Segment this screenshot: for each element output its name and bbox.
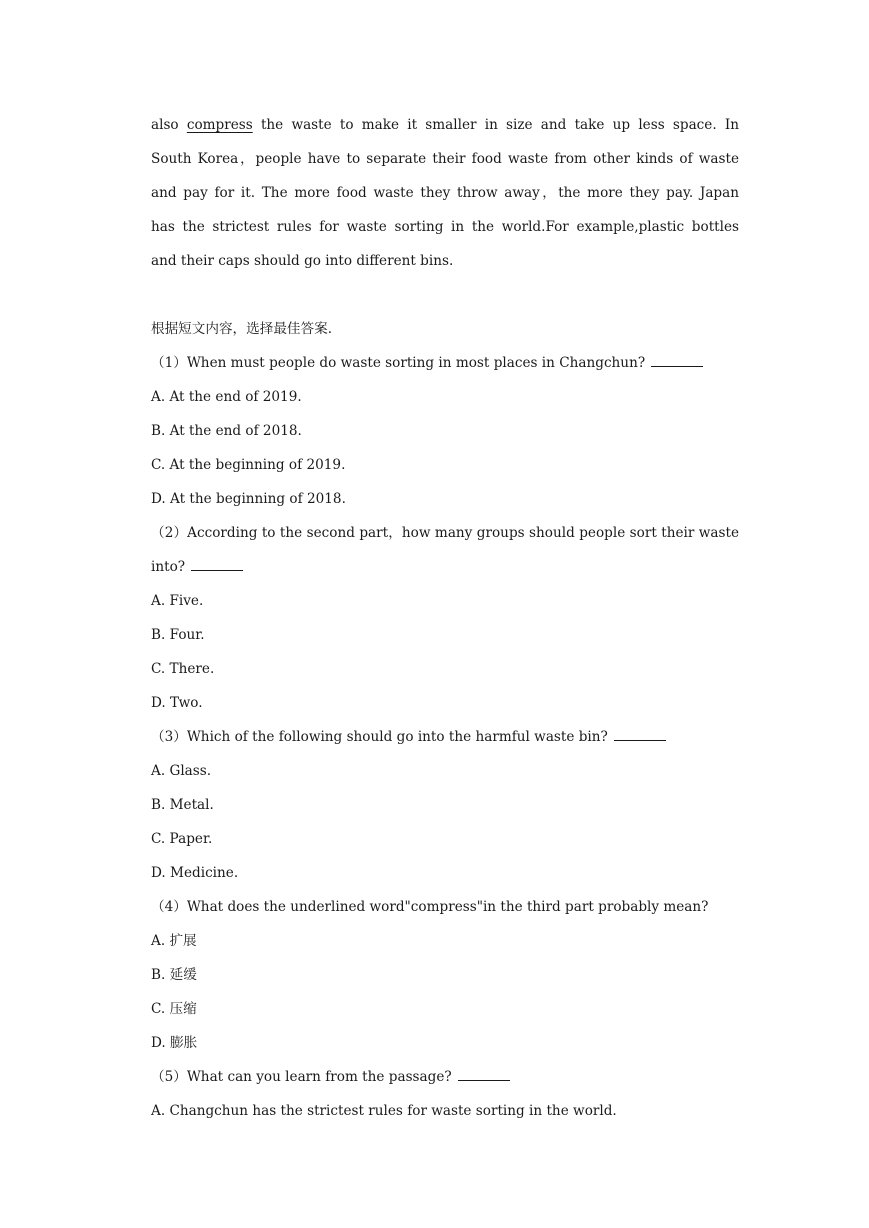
question-stem bbox=[151, 1060, 739, 1094]
underlined-word-compress: compress bbox=[186, 117, 253, 133]
answer-blank[interactable] bbox=[614, 724, 666, 741]
option-a: A. Changchun has the strictest rules for waste sorting in the world. bbox=[151, 1103, 617, 1119]
answer-blank[interactable] bbox=[191, 554, 243, 571]
document-page bbox=[151, 108, 739, 1128]
question-stem bbox=[151, 516, 739, 584]
option-c: C. 压缩 bbox=[151, 1001, 197, 1017]
question-2 bbox=[151, 516, 739, 720]
option-b: B. Metal. bbox=[151, 797, 214, 813]
question-5 bbox=[151, 1060, 739, 1128]
passage-line-1 bbox=[151, 108, 739, 142]
question-stem-text: （5）What can you learn from the passage? bbox=[151, 1069, 452, 1085]
option-c: C. There. bbox=[151, 661, 215, 677]
passage-text: also bbox=[151, 117, 187, 133]
option-d: D. 膨胀 bbox=[151, 1035, 198, 1051]
question-stem bbox=[151, 346, 739, 380]
option-b: B. 延缓 bbox=[151, 967, 197, 983]
option-d: D. At the beginning of 2018. bbox=[151, 491, 346, 507]
question-stem-text: （2）According to the second part，how many groups should people sort their waste into? bbox=[151, 525, 739, 575]
question-stem: （4）What does the underlined word"compress"in the third part probably mean? bbox=[151, 899, 709, 915]
passage-text: the waste to make it smaller in size and take up less space. In bbox=[252, 117, 740, 133]
question-1 bbox=[151, 346, 739, 516]
option-a: A. Glass. bbox=[151, 763, 212, 779]
option-b: B. At the end of 2018. bbox=[151, 423, 302, 439]
reading-passage bbox=[151, 108, 739, 278]
option-d: D. Two. bbox=[151, 695, 203, 711]
passage-line-5: and their caps should go into different bins. bbox=[151, 253, 454, 269]
passage-line-4: has the strictest rules for waste sorting in the world.For example,plastic bottles bbox=[151, 219, 739, 235]
answer-blank[interactable] bbox=[458, 1064, 510, 1081]
question-stem-text: （1）When must people do waste sorting in most places in Changchun? bbox=[151, 355, 646, 371]
passage-line-2: South Korea，people have to separate their food waste from other kinds of waste bbox=[151, 151, 739, 167]
instruction-text: 根据短文内容，选择最佳答案. bbox=[151, 321, 333, 337]
option-b: B. Four. bbox=[151, 627, 205, 643]
option-a: A. 扩展 bbox=[151, 933, 197, 949]
question-4 bbox=[151, 890, 739, 1060]
option-a: A. At the end of 2019. bbox=[151, 389, 302, 405]
option-c: C. At the beginning of 2019. bbox=[151, 457, 346, 473]
question-stem bbox=[151, 720, 739, 754]
option-d: D. Medicine. bbox=[151, 865, 239, 881]
passage-line-3: and pay for it. The more food waste they throw away，the more they pay. Japan bbox=[151, 185, 739, 201]
option-c: C. Paper. bbox=[151, 831, 213, 847]
answer-blank[interactable] bbox=[651, 350, 703, 367]
question-stem-text: （3）Which of the following should go into the harmful waste bin? bbox=[151, 729, 608, 745]
option-a: A. Five. bbox=[151, 593, 204, 609]
question-3 bbox=[151, 720, 739, 890]
